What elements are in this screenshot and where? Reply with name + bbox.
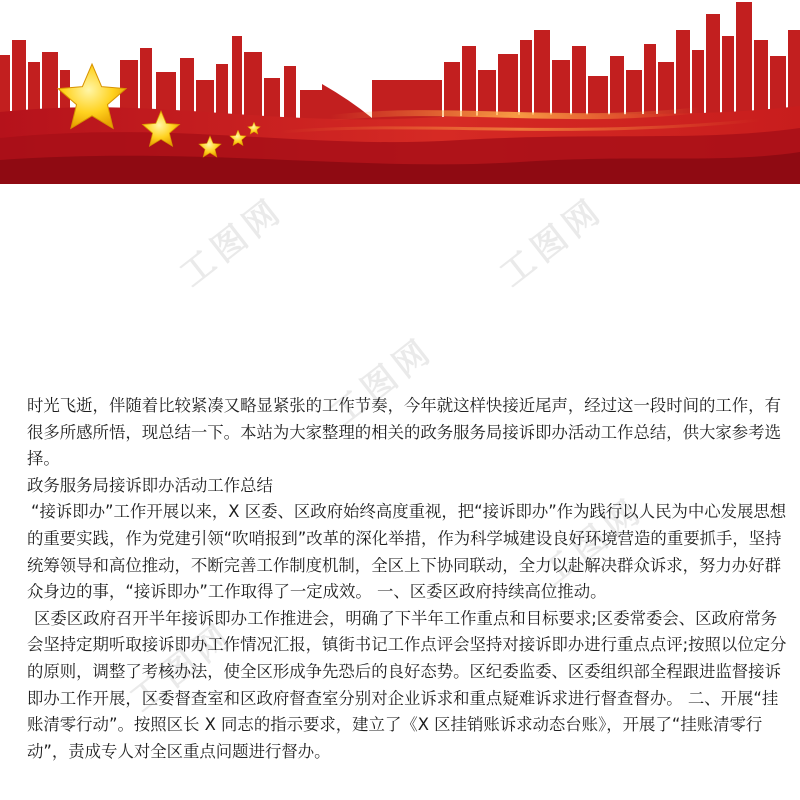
watermark: 工图网 <box>532 489 652 595</box>
watermark: 工图网 <box>172 189 292 295</box>
article-heading: 政务服务局接诉即办活动工作总结 <box>27 475 273 495</box>
article-body <box>27 393 787 765</box>
watermark: 工图网 <box>492 189 612 295</box>
watermark: 工图网 <box>122 614 242 720</box>
watermark: 工图网 <box>322 329 442 435</box>
skyline-banner-graphic <box>0 0 800 184</box>
intro-paragraph: 时光飞逝，伴随着比较紧凑又略显紧张的工作节奏，今年就这样快接近尾声，经过这一段时间的工作，有很多所感所悟，现总结一下。本站为大家整理的相关的政务服务局接诉即办活动工作总结，供大家参考选择。 <box>27 396 781 469</box>
header-banner <box>0 0 800 184</box>
body-paragraph-2: 区委区政府召开半年接诉即办工作推进会，明确了下半年工作重点和目标要求;区委常委会、区政府常务会坚持定期听取接诉即办工作情况汇报，镇街书记工作点评会坚持对接诉即办进行重点点评;按照以位定分的原则，调整了考核办法，使全区形成争先恐后的良好态势。区纪委监委、区委组织部全程跟进监督接诉即办工作开展，区委督查室和区政府督查室分别对企业诉求和重点疑难诉求进行督查督办。 二、开展“挂账清零行动”。按照区长 X 同志的指示要求，建立了《X 区挂销账诉求动态台账》，开展了“挂账清零行动”，责成专人对全区重点问题进行督办。 <box>27 608 787 761</box>
body-paragraph-1: “接诉即办”工作开展以来，X 区委、区政府始终高度重视，把“接诉即办”作为践行以人民为中心发展思想的重要实践，作为党建引领“吹哨报到”改革的深化举措，作为科学城建设良好环境营造的重要抓手，坚持统筹领导和高位推动，不断完善工作制度机制，全区上下协同联动，全力以赴解决群众诉求，努力办好群众身边的事，“接诉即办”工作取得了一定成效。 一、区委区政府持续高位推动。 <box>27 502 787 602</box>
